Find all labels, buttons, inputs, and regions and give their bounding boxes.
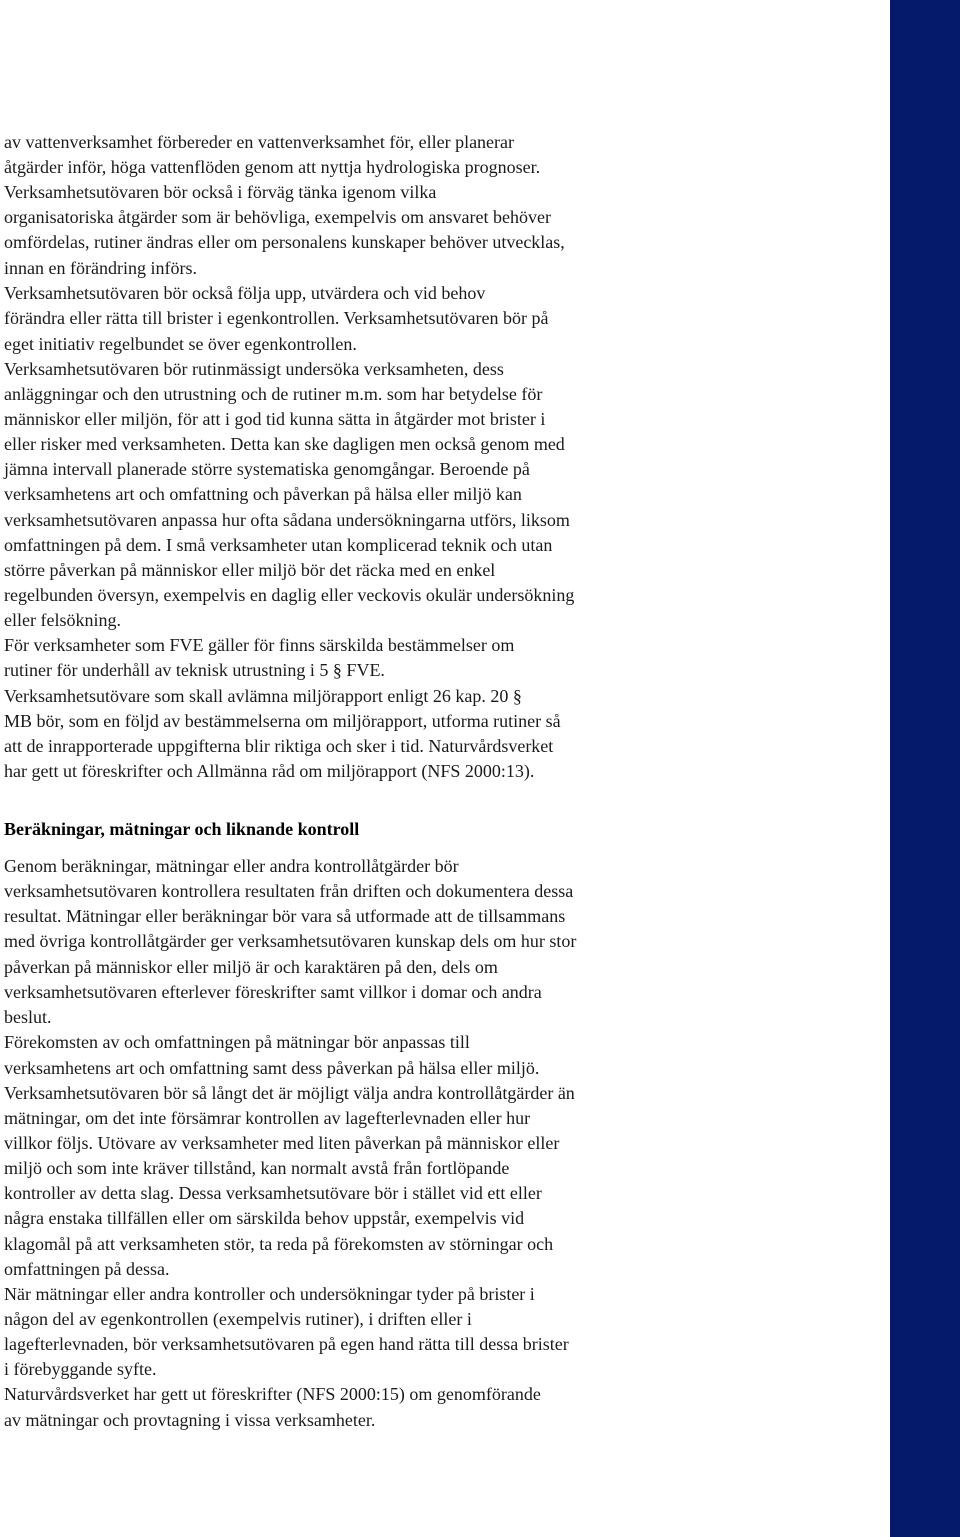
text-line: regelbunden översyn, exempelvis en daglig eller veckovis okulär undersökning — [4, 585, 575, 605]
text-line: Verksamhetsutövaren bör så långt det är möjligt välja andra kontrollåtgärder än — [4, 1083, 575, 1103]
text-line: eller felsökning. — [4, 610, 121, 630]
text-line: verksamhetsutövaren efterlever föreskrifter samt villkor i domar och andra — [4, 982, 542, 1002]
text-line: eget initiativ regelbundet se över egenkontrollen. — [4, 334, 357, 354]
text-line: åtgärder inför, höga vattenflöden genom att nyttja hydrologiska prognoser. — [4, 157, 541, 177]
text-line: jämna intervall planerade större systematiska genomgångar. Beroende på — [4, 459, 530, 479]
text-line: innan en förändring införs. — [4, 258, 197, 278]
text-line: klagomål på att verksamheten stör, ta reda på förekomsten av störningar och — [4, 1234, 554, 1254]
text-line: omfördelas, rutiner ändras eller om personalens kunskaper behöver utvecklas, — [4, 232, 565, 252]
text-line: verksamhetsutövaren anpassa hur ofta sådana undersökningarna utförs, liksom — [4, 510, 570, 530]
text-line: påverkan på människor eller miljö är och karaktären på den, dels om — [4, 957, 498, 977]
text-line: organisatoriska åtgärder som är behövliga, exempelvis om ansvaret behöver — [4, 207, 551, 227]
section-heading: Beräkningar, mätningar och liknande kontroll — [4, 819, 360, 839]
text-line: mätningar, om det inte försämrar kontrollen av lagefterlevnaden eller hur — [4, 1108, 531, 1128]
sidebar-band — [890, 0, 960, 1537]
text-line: verksamhetsutövaren kontrollera resultaten från driften och dokumentera dessa — [4, 881, 574, 901]
text-line: Naturvårdsverket har gett ut föreskrifter (NFS 2000:15) om genomförande — [4, 1384, 541, 1404]
text-line: att de inrapporterade uppgifterna blir riktiga och sker i tid. Naturvårdsverket — [4, 736, 554, 756]
text-line: Verksamhetsutövare som skall avlämna miljörapport enligt 26 kap. 20 § — [4, 686, 522, 706]
text-line: lagefterlevnaden, bör verksamhetsutövaren på egen hand rätta till dessa brister — [4, 1334, 569, 1354]
text-line: Genom beräkningar, mätningar eller andra kontrollåtgärder bör — [4, 856, 459, 876]
text-line: större påverkan på människor eller miljö bör det räcka med en enkel — [4, 560, 496, 580]
text-line: har gett ut föreskrifter och Allmänna råd om miljörapport (NFS 2000:13). — [4, 761, 535, 781]
text-line: med övriga kontrollåtgärder ger verksamhetsutövaren kunskap dels om hur stor — [4, 931, 577, 951]
text-line: resultat. Mätningar eller beräkningar bör vara så utformade att de tillsammans — [4, 906, 566, 926]
text-line: MB bör, som en följd av bestämmelserna om miljörapport, utforma rutiner så — [4, 711, 561, 731]
text-line: Förekomsten av och omfattningen på mätningar bör anpassas till — [4, 1032, 470, 1052]
text-line: Verksamhetsutövaren bör också följa upp, utvärdera och vid behov — [4, 283, 486, 303]
text-line: Verksamhetsutövaren bör rutinmässigt undersöka verksamheten, dess — [4, 359, 504, 379]
text-line: av vattenverksamhet förbereder en vattenverksamhet för, eller planerar — [4, 132, 515, 152]
document-page — [4, 0, 884, 1537]
text-line: förändra eller rätta till brister i egenkontrollen. Verksamhetsutövaren bör på — [4, 308, 549, 328]
text-line: i förebyggande syfte. — [4, 1359, 157, 1379]
text-line: miljö och som inte kräver tillstånd, kan normalt avstå från fortlöpande — [4, 1158, 510, 1178]
text-line: eller risker med verksamheten. Detta kan ske dagligen men också genom med — [4, 434, 565, 454]
text-line: anläggningar och den utrustning och de rutiner m.m. som har betydelse för — [4, 384, 543, 404]
text-line: rutiner för underhåll av teknisk utrustning i 5 § FVE. — [4, 660, 385, 680]
text-line: människor eller miljön, för att i god tid kunna sätta in åtgärder mot brister i — [4, 409, 546, 429]
text-line: villkor följs. Utövare av verksamheter med liten påverkan på människor eller — [4, 1133, 560, 1153]
text-line: omfattningen på dessa. — [4, 1259, 170, 1279]
text-line: För verksamheter som FVE gäller för finns särskilda bestämmelser om — [4, 635, 515, 655]
text-line: beslut. — [4, 1007, 52, 1027]
text-line: omfattningen på dem. I små verksamheter utan komplicerad teknik och utan — [4, 535, 553, 555]
text-line: verksamhetens art och omfattning och påverkan på hälsa eller miljö kan — [4, 484, 522, 504]
text-line: verksamhetens art och omfattning samt dess påverkan på hälsa eller miljö. — [4, 1058, 540, 1078]
text-line: av mätningar och provtagning i vissa verksamheter. — [4, 1410, 376, 1430]
text-line: kontroller av detta slag. Dessa verksamhetsutövare bör i stället vid ett eller — [4, 1183, 542, 1203]
text-line: några enstaka tillfällen eller om särskilda behov uppstår, exempelvis vid — [4, 1208, 525, 1228]
text-line: När mätningar eller andra kontroller och undersökningar tyder på brister i — [4, 1284, 535, 1304]
text-line: någon del av egenkontrollen (exempelvis rutiner), i driften eller i — [4, 1309, 472, 1329]
text-line: Verksamhetsutövaren bör också i förväg tänka igenom vilka — [4, 182, 437, 202]
